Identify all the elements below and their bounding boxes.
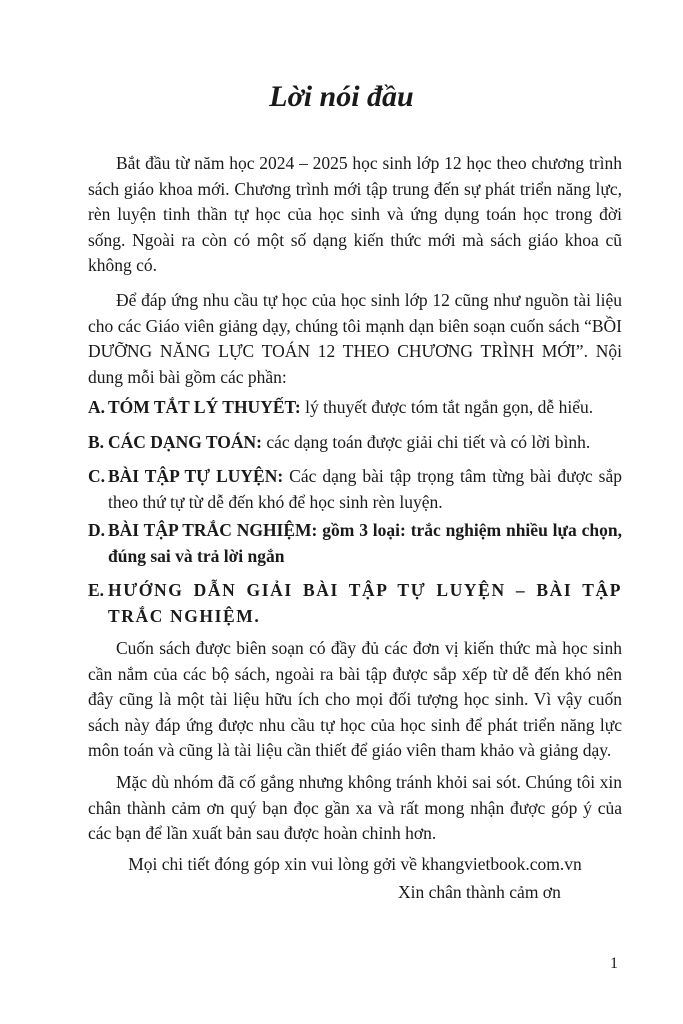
item-letter: E. [88,580,105,600]
intro-paragraph [88,151,622,279]
page-number: 1 [610,955,618,972]
item-heading: BÀI TẬP TRẮC NGHIỆM: [108,520,318,540]
purpose-paragraph [88,288,622,390]
closing-text: Mặc dù nhóm đã cố gắng nhưng không tránh khỏi sai sót. Chúng tôi xin chân thành cảm ơn quý bạn đọc gần xa và rất mong nhận được góp ý của các bạn để lần xuất bản sau được hoàn chỉnh hơn. [88,772,622,844]
item-letter: C. [88,466,106,486]
item-text: gồm 3 loại: trắc nghiệm nhiều lựa chọn, đúng sai và trả lời ngắn [108,520,622,566]
item-letter: D. [88,520,106,540]
list-item [88,430,622,456]
list-item [88,518,622,569]
summary-text: Cuốn sách được biên soạn có đầy đủ các đơn vị kiến thức mà học sinh cần nắm của các bộ sách, ngoài ra bài tập được sắp xếp từ dễ đến khó nên đây cũng là một tài liệu hữu ích cho mọi đối tượng học sinh. Vì vậy cuốn sách này đáp ứng được nhu cầu tự học của học sinh để phát triển năng lực môn toán và cũng là tài liệu cần thiết để giáo viên tham khảo và giảng dạy. [88,638,622,761]
item-text: các dạng toán được giải chi tiết và có lời bình. [261,432,591,452]
page-title: Lời nói đầu [269,80,414,113]
summary-paragraph [88,636,622,764]
list-item [88,395,622,421]
list-item [88,578,622,629]
item-letter: B. [88,432,105,452]
closing-paragraph [88,770,622,847]
item-heading: BÀI TẬP TỰ LUYỆN: [108,466,284,486]
item-heading: HƯỚNG DẪN GIẢI BÀI TẬP TỰ LUYỆN – BÀI TẬP TRẮC NGHIỆM. [108,580,622,626]
item-text: lý thuyết được tóm tắt ngắn gọn, dễ hiểu. [300,397,594,417]
item-letter: A. [88,397,106,417]
thanks-line: Xin chân thành cảm ơn [398,882,561,902]
intro-text: Bắt đầu từ năm học 2024 – 2025 học sinh lớp 12 học theo chương trình sách giáo khoa mới. Chương trình mới tập trung đến sự phát triển năng lực, rèn luyện tinh thần tự học của học sinh và ứng dụng toán học trong đời sống. Ngoài ra còn có một số dạng kiến thức mới mà sách giáo khoa cũ không có. [88,153,622,276]
list-item [88,464,622,515]
purpose-text: Để đáp ứng nhu cầu tự học của học sinh lớp 12 cũng như nguồn tài liệu cho các Giáo viên giảng dạy, chúng tôi mạnh dạn biên soạn cuốn sách “BỒI DƯỠNG NĂNG LỰC TOÁN 12 THEO CHƯƠNG TRÌNH MỚI”. Nội dung mỗi bài gồm các phần: [88,290,622,387]
item-heading: CÁC DẠNG TOÁN: [108,432,262,452]
item-text: Các dạng bài tập trọng tâm từng bài được sắp theo thứ tự từ dễ đến khó để học sinh rèn luyện. [108,466,622,512]
item-heading: TÓM TẮT LÝ THUYẾT: [108,397,301,417]
contact-line: Mọi chi tiết đóng góp xin vui lòng gởi về khangvietbook.com.vn [128,854,582,874]
